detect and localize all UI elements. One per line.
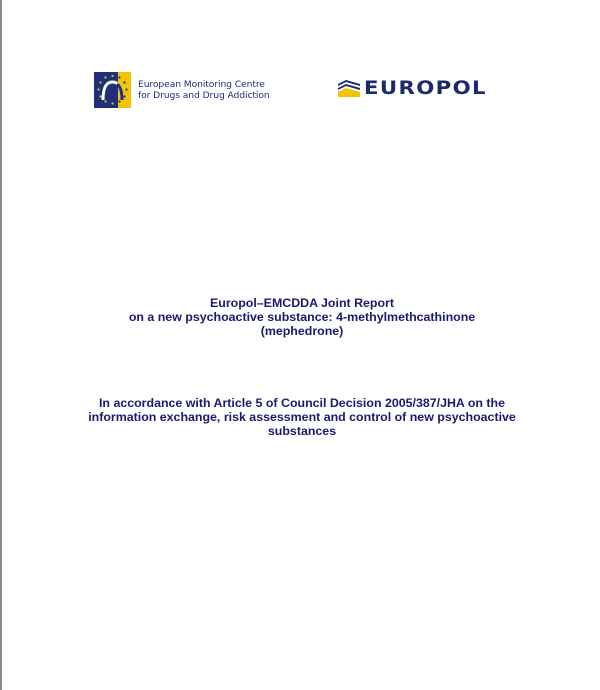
legal-basis-line3: substances [267, 424, 337, 439]
europol-wordmark: EUROPOL [364, 77, 487, 99]
europol-logo [338, 77, 487, 99]
emcdda-name-line2: for Drugs and Drug Addiction [138, 90, 270, 101]
emcdda-logo [94, 72, 270, 108]
legal-basis-line2: information exchange, risk assessment and control of new psychoactive [88, 410, 516, 425]
emcdda-name-line1: European Monitoring Centre [138, 79, 265, 90]
legal-basis-statement [2, 396, 600, 439]
report-title-line2: on a new psychoactive substance: 4-methylmethcathinone [128, 310, 476, 325]
report-title [2, 296, 600, 339]
legal-basis-line1: In accordance with Article 5 of Council Decision 2005/387/JHA on the [98, 396, 506, 410]
report-title-line3: (mephedrone) [260, 324, 344, 339]
europol-emblem-icon [338, 79, 360, 97]
report-title-line1: Europol–EMCDDA Joint Report [209, 296, 395, 310]
emcdda-emblem-icon [94, 72, 131, 108]
emcdda-name [138, 79, 270, 101]
